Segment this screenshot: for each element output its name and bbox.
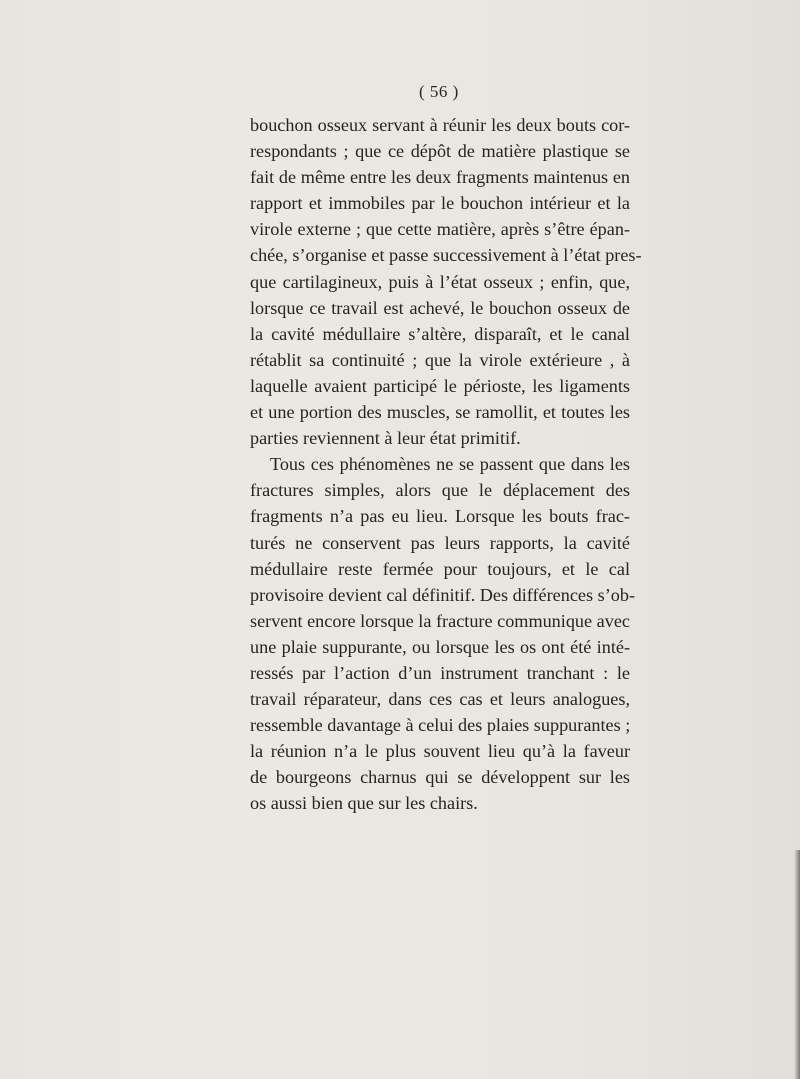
text-line: la cavité médullaire s’altère, disparaît, et le canal bbox=[250, 323, 630, 344]
text-line: parties reviennent à leur état primitif. bbox=[250, 428, 521, 449]
text-line: fractures simples, alors que le déplacement des bbox=[250, 480, 630, 501]
text-line: ressemble davantage à celui des plaies suppurantes ; bbox=[250, 715, 631, 736]
text-line: bouchon osseux servant à réunir les deux bouts cor- bbox=[250, 115, 630, 135]
text-line: fait de même entre les deux fragments maintenus en bbox=[250, 167, 630, 188]
text-line: rétablit sa continuité ; que la virole extérieure , à bbox=[250, 349, 630, 370]
text-line: fragments n’a pas eu lieu. Lorsque les bouts frac- bbox=[250, 506, 630, 527]
page-number: ( 56 ) bbox=[419, 82, 459, 101]
text-line: et une portion des muscles, se ramollit, et toutes les bbox=[250, 402, 630, 423]
text-line: de bourgeons charnus qui se développent sur les bbox=[250, 767, 630, 788]
text-line: lorsque ce travail est achevé, le bouchon osseux de bbox=[250, 297, 630, 318]
page-edge-shadow bbox=[794, 850, 800, 1079]
text-line: ressés par l’action d’un instrument tranchant : le bbox=[250, 662, 630, 683]
text-line: chée, s’organise et passe successivement à l’état pres- bbox=[250, 245, 642, 266]
text-line: respondants ; que ce dépôt de matière plastique se bbox=[250, 141, 630, 162]
text-line: os aussi bien que sur les chairs. bbox=[250, 793, 478, 814]
text-line: rapport et immobiles par le bouchon intérieur et la bbox=[250, 193, 630, 214]
body-text bbox=[250, 112, 642, 817]
paragraph-1 bbox=[250, 112, 642, 451]
text-line: turés ne conservent pas leurs rapports, la cavité bbox=[250, 532, 630, 553]
text-line: travail réparateur, dans ces cas et leurs analogues, bbox=[250, 689, 630, 710]
text-line: laquelle avaient participé le périoste, les ligaments bbox=[250, 375, 630, 396]
text-line: la réunion n’a le plus souvent lieu qu’à la faveur bbox=[250, 741, 630, 762]
text-line: Tous ces phénomènes ne se passent que dans les bbox=[270, 454, 630, 475]
text-line: virole externe ; que cette matière, après s’être épan- bbox=[250, 219, 630, 240]
paragraph-2 bbox=[250, 451, 636, 816]
text-line: que cartilagineux, puis à l’état osseux ; enfin, que, bbox=[250, 271, 630, 292]
text-line: médullaire reste fermée pour toujours, et le cal bbox=[250, 558, 630, 579]
text-line: une plaie suppurante, ou lorsque les os ont été inté- bbox=[250, 636, 630, 657]
text-line: provisoire devient cal définitif. Des différences s’ob- bbox=[250, 584, 636, 605]
text-line: servent encore lorsque la fracture communique avec bbox=[250, 610, 630, 631]
